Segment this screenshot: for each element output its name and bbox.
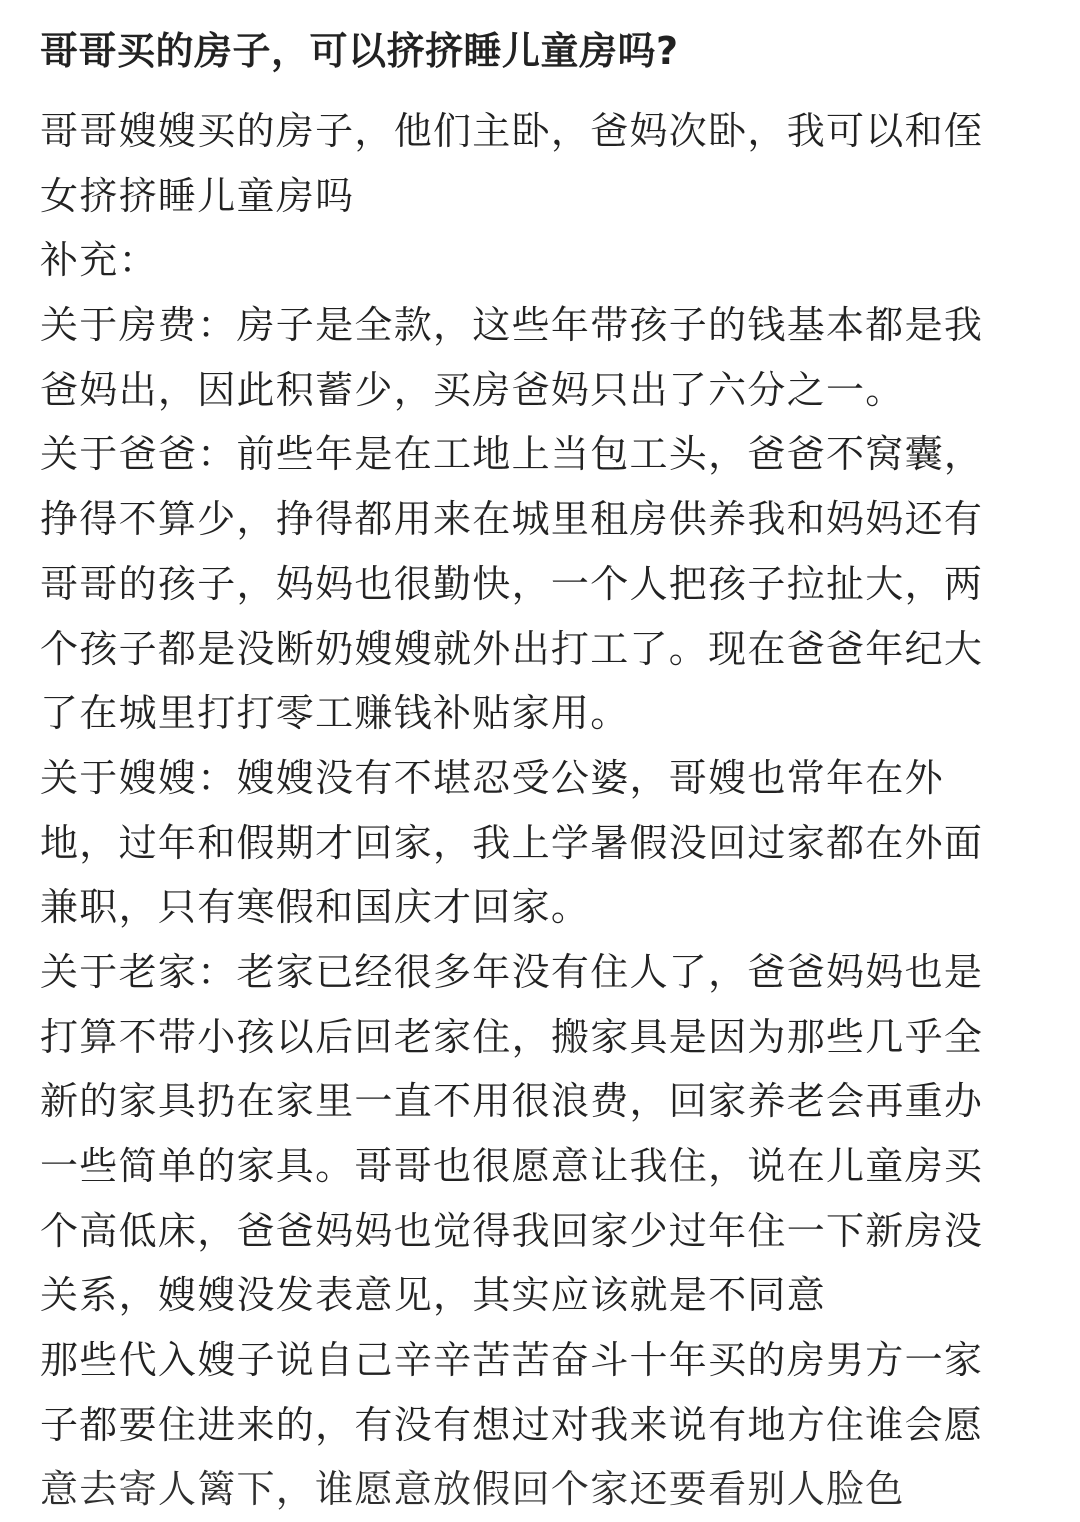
post-body-line: 挣得不算少，挣得都用来在城里租房供养我和妈妈还有: [40, 497, 984, 542]
post-body-line: 新的家具扔在家里一直不用很浪费，回家养老会再重办: [40, 1079, 984, 1124]
post-body-line: 打算不带小孩以后回老家住，搬家具是因为那些几乎全: [40, 1014, 984, 1059]
post-body-line: 那些代入嫂子说自己辛辛苦苦奋斗十年买的房男方一家: [40, 1338, 984, 1383]
post-title: 哥哥买的房子，可以挤挤睡儿童房吗?: [40, 29, 679, 73]
post-body-line: 子都要住进来的，有没有想过对我来说有地方住谁会愿: [40, 1402, 984, 1447]
post-body-line: 关于老家：老家已经很多年没有住人了，爸爸妈妈也是: [40, 949, 984, 994]
post-body-line: 个高低床，爸爸妈妈也觉得我回家少过年住一下新房没: [40, 1208, 984, 1253]
post-body-line: 关于房费：房子是全款，这些年带孩子的钱基本都是我: [40, 303, 984, 348]
post-body-line: 兼职，只有寒假和国庆才回家。: [40, 885, 591, 930]
post-body-line: 关于嫂嫂：嫂嫂没有不堪忍受公婆，哥嫂也常年在外: [40, 755, 944, 800]
post-container: [40, 26, 1028, 1522]
post-body-line: 关系，嫂嫂没发表意见，其实应该就是不同意: [40, 1273, 827, 1318]
post-body-line: 地，过年和假期才回家，我上学暑假没回过家都在外面: [40, 820, 984, 865]
post-body-line: 个孩子都是没断奶嫂嫂就外出打工了。现在爸爸年纪大: [40, 626, 984, 671]
post-body-line: 爸妈出，因此积蓄少，买房爸妈只出了六分之一。: [40, 367, 905, 412]
post-body-line: 关于爸爸：前些年是在工地上当包工头，爸爸不窝囊，: [40, 432, 984, 477]
post-body: [40, 99, 1028, 1522]
post-body-line: 哥哥的孩子，妈妈也很勤快，一个人把孩子拉扯大，两: [40, 561, 984, 606]
post-body-line: 哥哥嫂嫂买的房子，他们主卧，爸妈次卧，我可以和侄: [40, 109, 984, 153]
post-body-line: 女挤挤睡儿童房吗: [40, 173, 355, 218]
post-body-line: 意去寄人篱下，谁愿意放假回个家还要看别人脸色: [40, 1467, 905, 1512]
post-body-line: 补充：: [40, 238, 158, 283]
post-body-line: 了在城里打打零工赚钱补贴家用。: [40, 691, 630, 736]
post-body-line: 一些简单的家具。哥哥也很愿意让我住，说在儿童房买: [40, 1144, 984, 1188]
